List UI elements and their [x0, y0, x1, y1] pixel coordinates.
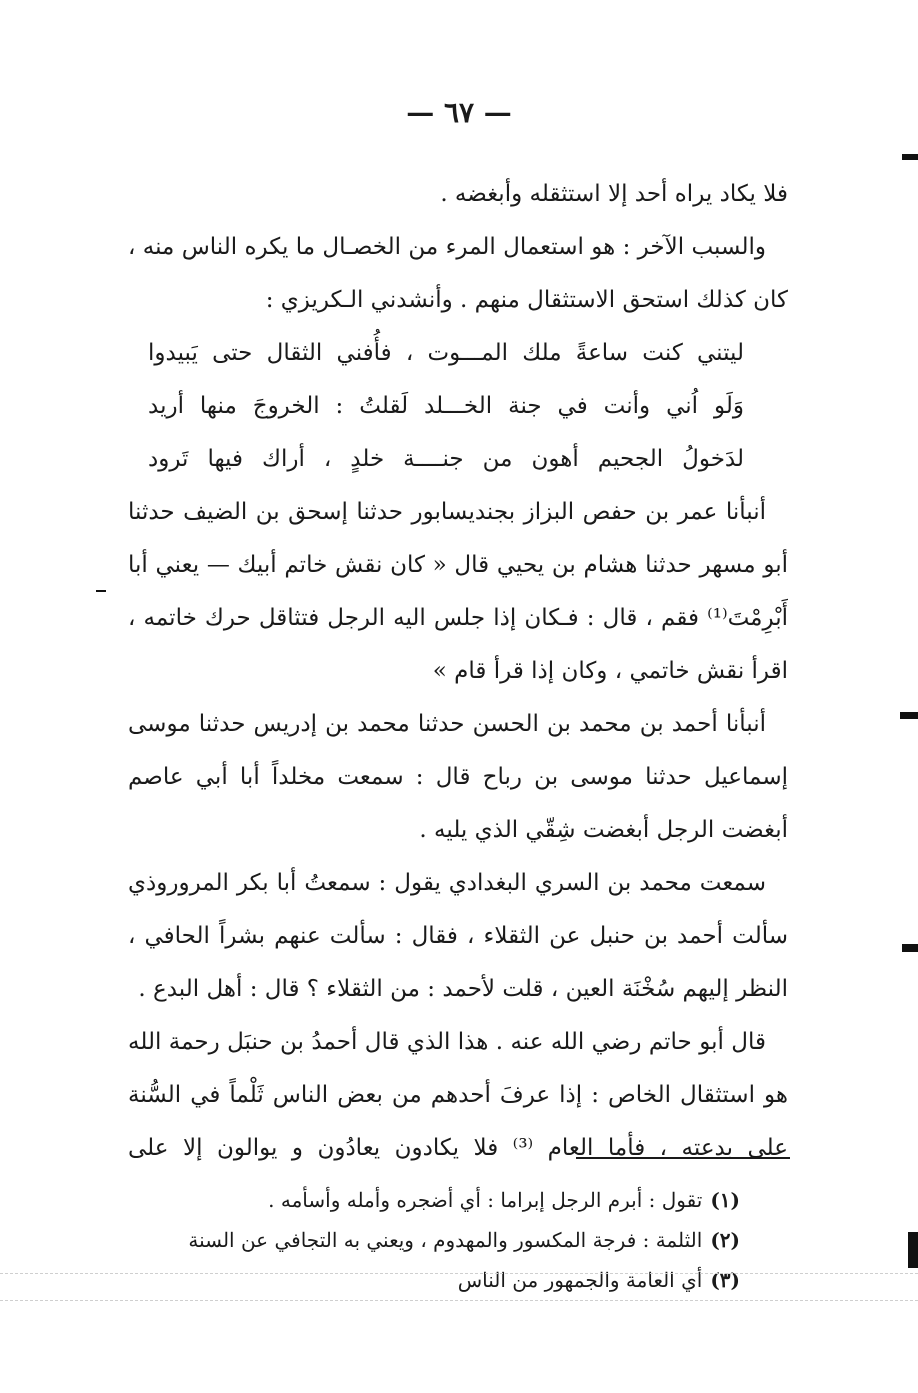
text-line: أَبْرِمْتَ⁽¹⁾ فقم ، قال : فـكان إذا جلس اليه الرجل فتثاقل حرك خاتمه ،	[128, 605, 788, 631]
scan-edge-mark	[900, 712, 918, 719]
text-line: والسبب الآخر : هو استعمال المرء من الخصـال ما يكره الناس منه ،	[128, 234, 766, 260]
text-line: اقرأ نقش خاتمي ، وكان إذا قرأ قام »	[432, 658, 788, 684]
footnote	[188, 1220, 740, 1260]
text-line: فلا يكاد يراه أحد إلا استثقله وأبغضه .	[440, 181, 788, 207]
text-line: أبغضت الرجل أبغضت شِقّي الذي يليه .	[419, 817, 788, 843]
text-line: أبو مسهر حدثنا هشام بن يحيي قال « كان نقش خاتم أبيك — يعني أبا	[128, 552, 788, 578]
scan-edge-mark	[902, 154, 918, 160]
verse-line: وَلَو اُني وأنت في جنة الخـــلد لَقلتُ : الخروجَ منها أريد	[148, 393, 744, 419]
scan-fold-line	[0, 1273, 918, 1274]
scan-edge-mark	[908, 1232, 918, 1268]
text-line: سمعت محمد بن السري البغدادي يقول : سمعتُ أبا بكر المروروذي	[128, 870, 766, 896]
text-line: أنبأنا أحمد بن محمد بن الحسن حدثنا محمد بن إدريس حدثنا موسى	[128, 711, 766, 737]
footnote	[200, 1180, 740, 1220]
footnote-text: الثلمة : فرجة المكسور والمهدوم ، ويعني به التجافي عن السنة	[188, 1228, 703, 1252]
footnote-number: (٣)	[710, 1268, 740, 1292]
footnote-number: (٢)	[710, 1228, 740, 1252]
footnote-number: (١)	[710, 1188, 740, 1212]
text-line: كان كذلك استحق الاستثقال منهم . وأنشدني الـكريزي :	[265, 287, 788, 313]
scan-edge-mark	[902, 944, 918, 952]
footnote-separator	[576, 1157, 790, 1159]
text-line: هو استثقال الخاص : إذا عرفَ أحدهم من بعض الناس ثَلْماً في السُّنة	[128, 1082, 788, 1108]
main-text	[128, 168, 788, 1175]
footnote-text: تقول : أبرم الرجل إبراما : أي أضجره وأمله وأسأمه .	[268, 1188, 703, 1212]
footnotes	[188, 1180, 740, 1300]
text-line: النظر إليهم سُخْنَة العين ، قلت لأحمد : من الثقلاء ؟ قال : أهل البدع .	[138, 976, 788, 1002]
scan-fold-line	[0, 1300, 918, 1301]
text-line: قال أبو حاتم رضي الله عنه . هذا الذي قال أحمدُ بن حنبَل رحمة الله	[128, 1029, 766, 1055]
verse-line: ليتني كنت ساعةً ملك المـــوت ، فأُفني الثقال حتى يَبيدوا	[148, 340, 744, 366]
footnote	[200, 1260, 740, 1300]
text-line: سألت أحمد بن حنبل عن الثقلاء ، فقال : سألت عنهم بشراً الحافي ،	[128, 923, 788, 949]
footnote-text: أي العامة والجمهور من الناس	[457, 1268, 703, 1292]
scan-dot	[96, 590, 106, 592]
text-line: على بدعته ، فأما العام ⁽³⁾ فلا يكادون يعادُون و يوالون إلا على	[128, 1135, 788, 1161]
verse-line: لدَخولُ الجحيم أهون من جنــــة خلدٍ ، أراك فيها تَرود	[148, 446, 744, 472]
text-line: أنبأنا عمر بن حفص البزاز بجنديسابور حدثنا إسحق بن الضيف حدثنا	[128, 499, 766, 525]
page-number: — ٦٧ —	[406, 96, 512, 129]
text-line: إسماعيل حدثنا موسى بن رباح قال : سمعت مخلداً أبا أبي عاصم	[128, 764, 788, 790]
